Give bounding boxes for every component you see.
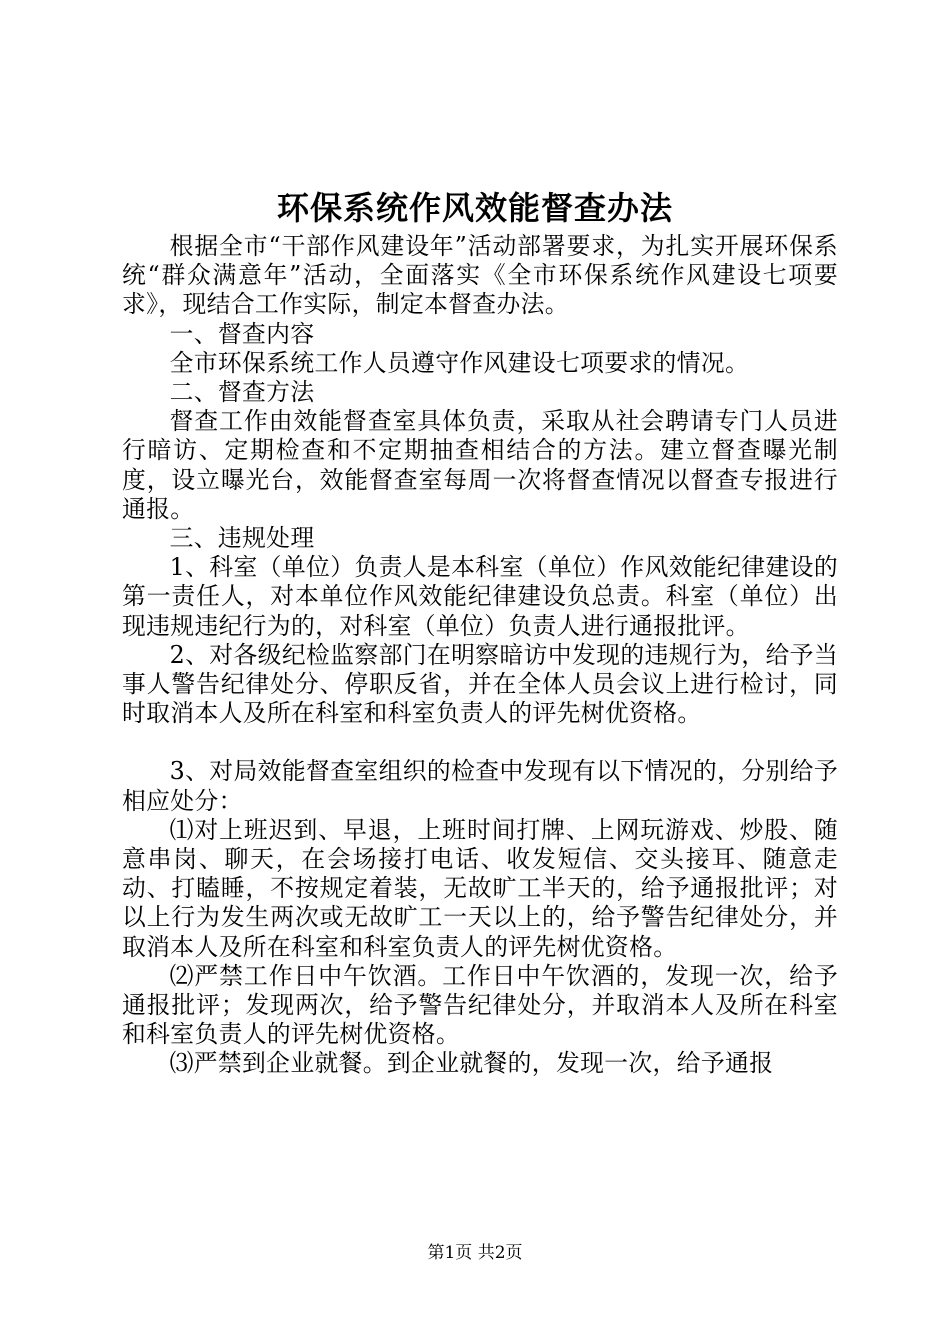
section-heading-violation: 三、违规处理 xyxy=(169,524,315,553)
violation-item-2: 2、对各级纪检监察部门在明察暗访中发现的违规行为，给予当事人警告纪律处分、停职反省，并在全体人员会议上进行检讨，同时取消本人及所在科室和科室负责人的评先树优资格。 xyxy=(122,640,838,728)
intro-paragraph: 根据全市“干部作风建设年”活动部署要求，为扎实开展环保系统“群众满意年”活动，全面落实《全市环保系统作风建设七项要求》，现结合工作实际，制定本督查办法。 xyxy=(122,232,838,319)
sub-item-3: ⑶严禁到企业就餐。到企业就餐的，发现一次，给予通报 xyxy=(169,1049,774,1078)
sub-item-2: ⑵严禁工作日中午饮酒。工作日中午饮酒的，发现一次，给予通报批评；发现两次，给予警告纪律处分，并取消本人及所在科室和科室负责人的评先树优资格。 xyxy=(122,961,838,1049)
violation-item-3: 3、对局效能督查室组织的检查中发现有以下情况的，分别给予相应处分： xyxy=(122,757,838,815)
document-title: 环保系统作风效能督查办法 xyxy=(276,189,673,227)
sub-item-1: ⑴对上班迟到、早退，上班时间打牌、上网玩游戏、炒股、随意串岗、聊天，在会场接打电话、收发短信、交头接耳、随意走动、打瞌睡，不按规定着装，无故旷工半天的，给予通报批评；对以上行为发生两次或无故旷工一天以上的，给予警告纪律处分，并取消本人及所在科室和科室负责人的评先树优资格。 xyxy=(122,815,838,961)
page-footer: 第1页 共2页 xyxy=(427,1243,523,1263)
content-paragraph: 全市环保系统工作人员遵守作风建设七项要求的情况。 xyxy=(169,348,750,377)
violation-item-1: 1、科室（单位）负责人是本科室（单位）作风效能纪律建设的第一责任人，对本单位作风效能纪律建设负总责。科室（单位）出现违规违纪行为的，对科室（单位）负责人进行通报批评。 xyxy=(122,553,838,640)
section-heading-method: 二、督查方法 xyxy=(169,378,315,407)
section-heading-content: 一、督查内容 xyxy=(169,319,315,348)
method-paragraph: 督查工作由效能督查室具体负责，采取从社会聘请专门人员进行暗访、定期检查和不定期抽查相结合的方法。建立督查曝光制度，设立曝光台，效能督查室每周一次将督查情况以督查专报进行通报。 xyxy=(122,407,838,523)
document-body xyxy=(122,232,838,1079)
